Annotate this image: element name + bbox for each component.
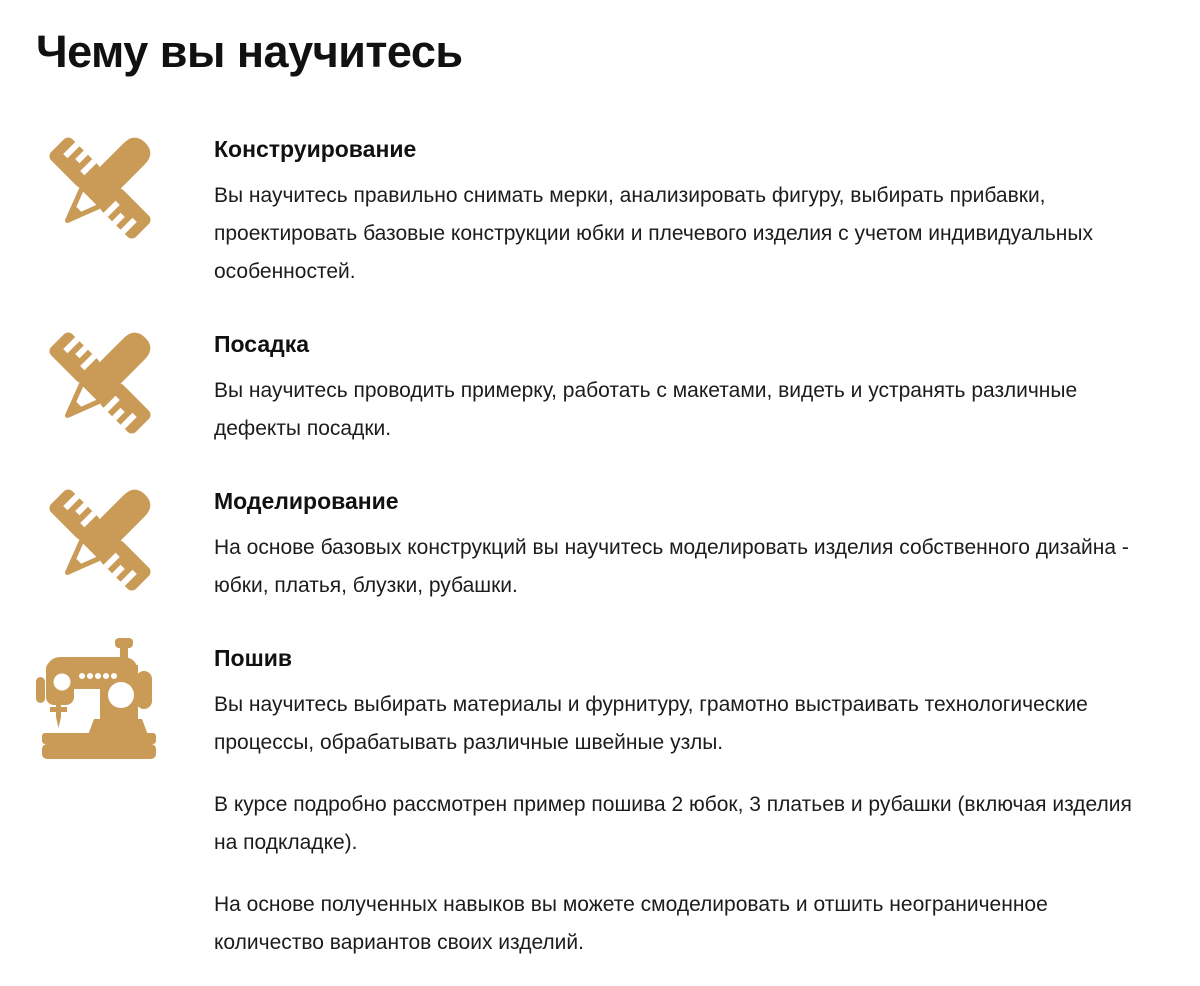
page-title: Чему вы научитесь — [36, 26, 463, 77]
ruler-pencil-icon — [36, 478, 164, 602]
item-heading: Конструирование — [214, 135, 417, 162]
sewing-machine-icon — [36, 635, 164, 759]
learn-item-fit — [36, 321, 1160, 472]
learn-item-modeling — [36, 478, 1160, 629]
item-paragraph: Вы научитесь выбирать материалы и фурнитуру, грамотно выстраивать технологические процессы, обрабатывать различные швейные узлы. — [214, 692, 1088, 754]
ruler-pencil-icon — [36, 126, 164, 250]
item-content — [214, 478, 1160, 629]
item-paragraph: На основе полученных навыков вы можете смоделировать и отшить неограниченное количество вариантов своих изделий. — [214, 892, 1048, 954]
item-paragraph: Вы научитесь проводить примерку, работать с макетами, видеть и устранять различные дефекты посадки. — [214, 378, 1078, 440]
item-content — [214, 635, 1160, 986]
learn-item-sewing — [36, 635, 1160, 986]
item-heading: Пошив — [214, 644, 293, 671]
item-heading: Посадка — [214, 330, 310, 357]
item-paragraph: Вы научитесь правильно снимать мерки, анализировать фигуру, выбирать прибавки, проектировать базовые конструкции юбки и плечевого изделия с учетом индивидуальных особенностей. — [214, 183, 1093, 283]
item-paragraph: В курсе подробно рассмотрен пример пошива 2 юбок, 3 платьев и рубашки (включая изделия на подкладке). — [214, 792, 1132, 854]
learn-item-construction — [36, 126, 1160, 315]
item-heading: Моделирование — [214, 487, 399, 514]
ruler-pencil-icon — [36, 321, 164, 445]
item-content — [214, 126, 1160, 315]
item-content — [214, 321, 1160, 472]
item-paragraph: На основе базовых конструкций вы научитесь моделировать изделия собственного дизайна - юбки, платья, блузки, рубашки. — [214, 535, 1129, 597]
